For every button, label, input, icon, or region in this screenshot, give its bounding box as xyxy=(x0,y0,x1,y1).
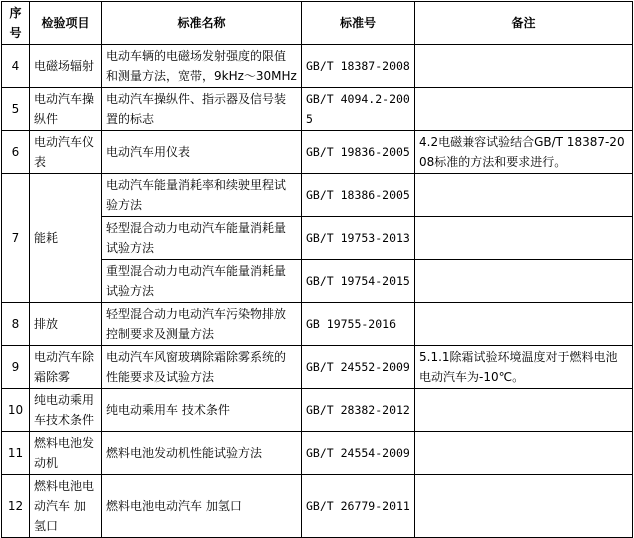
cell-item: 燃料电池电动汽车 加氢口 xyxy=(30,475,102,538)
cell-standard-code: GB/T 24552-2009 xyxy=(302,346,415,389)
table-body xyxy=(2,45,633,538)
cell-standard-name: 电动汽车风窗玻璃除霜除雾系统的性能要求及试验方法 xyxy=(102,346,302,389)
table-row xyxy=(2,174,633,217)
cell-standard-name: 电动汽车操纵件、指示器及信号装置的标志 xyxy=(102,88,302,131)
cell-standard-code: GB/T 18387-2008 xyxy=(302,45,415,88)
cell-seq: 10 xyxy=(2,389,30,432)
cell-item: 电动汽车除霜除雾 xyxy=(30,346,102,389)
header-name: 标准名称 xyxy=(102,2,302,45)
cell-item: 纯电动乘用车技术条件 xyxy=(30,389,102,432)
cell-standard-name: 轻型混合动力电动汽车能量消耗量试验方法 xyxy=(102,217,302,260)
cell-seq: 7 xyxy=(2,174,30,303)
table-row xyxy=(2,88,633,131)
header-note: 备注 xyxy=(415,2,633,45)
cell-seq: 8 xyxy=(2,303,30,346)
cell-standard-code: GB/T 26779-2011 xyxy=(302,475,415,538)
cell-seq: 11 xyxy=(2,432,30,475)
cell-standard-code: GB/T 28382-2012 xyxy=(302,389,415,432)
table-row xyxy=(2,475,633,538)
cell-standard-code: GB/T 24554-2009 xyxy=(302,432,415,475)
cell-standard-name: 燃料电池发动机性能试验方法 xyxy=(102,432,302,475)
header-item: 检验项目 xyxy=(30,2,102,45)
cell-note xyxy=(415,389,633,432)
cell-item: 能耗 xyxy=(30,174,102,303)
cell-note xyxy=(415,174,633,217)
cell-note xyxy=(415,45,633,88)
cell-standard-name: 重型混合动力电动汽车能量消耗量试验方法 xyxy=(102,260,302,303)
cell-standard-code: GB/T 19753-2013 xyxy=(302,217,415,260)
table-row xyxy=(2,346,633,389)
cell-seq: 12 xyxy=(2,475,30,538)
cell-item: 燃料电池发动机 xyxy=(30,432,102,475)
cell-item: 电磁场辐射 xyxy=(30,45,102,88)
table-row xyxy=(2,303,633,346)
cell-item: 电动汽车仪表 xyxy=(30,131,102,174)
cell-note: 4.2电磁兼容试验结合GB/T 18387-2008标准的方法和要求进行。 xyxy=(415,131,633,174)
cell-standard-name: 电动汽车能量消耗率和续驶里程试验方法 xyxy=(102,174,302,217)
cell-seq: 9 xyxy=(2,346,30,389)
header-seq: 序号 xyxy=(2,2,30,45)
standards-table xyxy=(1,1,633,538)
cell-seq: 6 xyxy=(2,131,30,174)
cell-seq: 4 xyxy=(2,45,30,88)
cell-note xyxy=(415,432,633,475)
cell-standard-code: GB 19755-2016 xyxy=(302,303,415,346)
cell-standard-name: 轻型混合动力电动汽车污染物排放控制要求及测量方法 xyxy=(102,303,302,346)
cell-note xyxy=(415,88,633,131)
cell-note: 5.1.1除霜试验环境温度对于燃料电池电动汽车为-10℃。 xyxy=(415,346,633,389)
header-code: 标准号 xyxy=(302,2,415,45)
table-row xyxy=(2,45,633,88)
cell-standard-name: 电动车辆的电磁场发射强度的限值和测量方法，宽带，9kHz～30MHz xyxy=(102,45,302,88)
table-row xyxy=(2,432,633,475)
cell-item: 排放 xyxy=(30,303,102,346)
cell-seq: 5 xyxy=(2,88,30,131)
table-row xyxy=(2,131,633,174)
cell-note xyxy=(415,475,633,538)
cell-note xyxy=(415,303,633,346)
cell-note xyxy=(415,217,633,260)
table-row xyxy=(2,389,633,432)
cell-standard-name: 电动汽车用仪表 xyxy=(102,131,302,174)
header-row xyxy=(2,2,633,45)
cell-standard-code: GB/T 4094.2-2005 xyxy=(302,88,415,131)
cell-note xyxy=(415,260,633,303)
cell-standard-code: GB/T 19754-2015 xyxy=(302,260,415,303)
cell-item: 电动汽车操纵件 xyxy=(30,88,102,131)
cell-standard-name: 燃料电池电动汽车 加氢口 xyxy=(102,475,302,538)
cell-standard-name: 纯电动乘用车 技术条件 xyxy=(102,389,302,432)
cell-standard-code: GB/T 18386-2005 xyxy=(302,174,415,217)
cell-standard-code: GB/T 19836-2005 xyxy=(302,131,415,174)
